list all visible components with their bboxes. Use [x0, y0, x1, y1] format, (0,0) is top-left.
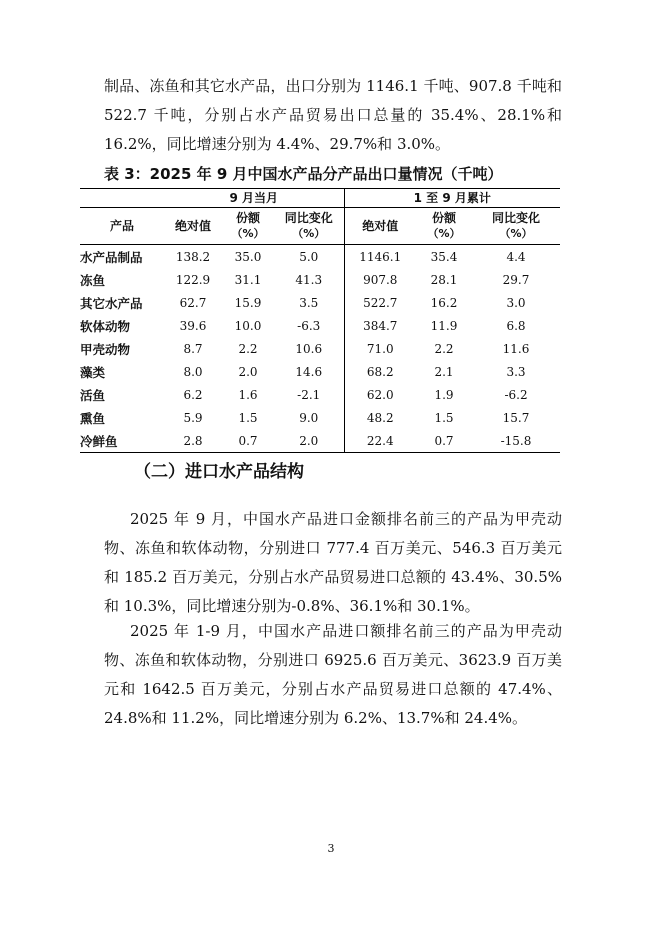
cell-month-abs: 39.6: [179, 318, 207, 333]
header-month-share-unit: （%）: [231, 227, 265, 240]
header-ytd-yoy: [472, 208, 560, 245]
header-ytd-share: [416, 208, 472, 245]
cell-product: 甲壳动物: [80, 341, 131, 357]
export-table: [80, 188, 560, 453]
cell-ytd-yoy: 3.3: [506, 364, 526, 379]
header-month-yoy-label: 同比变化: [284, 211, 333, 225]
header-ytd-abs: 绝对值: [344, 208, 416, 245]
header-empty: [80, 189, 164, 208]
cell-month-share: 31.1: [234, 272, 262, 287]
paragraph-export-summary: 制品、冻鱼和其它水产品，出口分别为 1146.1 千吨、907.8 千吨和 522.7 千吨，分别占水产品贸易出口总量的 35.4%、28.1%和 16.2%，同比增速分别为 4.4%、29.7%和 3.0%。: [104, 77, 562, 153]
header-month-yoy: [274, 208, 344, 245]
cell-ytd-yoy: 15.7: [502, 410, 530, 425]
cell-ytd-abs: 384.7: [363, 318, 398, 333]
cell-ytd-abs: 1146.1: [359, 249, 402, 264]
table-row: [80, 245, 560, 269]
cell-ytd-share: 2.2: [434, 341, 454, 356]
header-ytd-yoy-label: 同比变化: [492, 211, 541, 225]
cell-month-yoy: 9.0: [274, 406, 344, 429]
cell-ytd-share: 11.9: [430, 318, 458, 333]
cell-ytd-share: 2.1: [434, 364, 454, 379]
cell-month-yoy: 5.0: [274, 245, 344, 269]
table-row: [80, 268, 560, 291]
cell-month-abs: 62.7: [179, 295, 207, 310]
cell-product: 冷鲜鱼: [80, 429, 164, 453]
header-group-ytd: 1 至 9 月累计: [344, 189, 560, 208]
cell-ytd-abs: 22.4: [344, 429, 416, 453]
table-row: [80, 314, 560, 337]
cell-month-abs: 8.7: [183, 341, 203, 356]
cell-ytd-yoy: 29.7: [502, 272, 530, 287]
cell-month-yoy: -6.3: [274, 314, 344, 337]
header-ytd-share-label: 份额: [431, 211, 456, 225]
cell-month-share: 0.7: [222, 429, 274, 453]
header-product: 产品: [80, 208, 164, 245]
cell-month-abs: 8.0: [183, 364, 203, 379]
table-row: [80, 406, 560, 429]
cell-ytd-abs: 62.0: [366, 387, 394, 402]
page-number: 3: [327, 842, 335, 855]
cell-product: 藻类: [80, 364, 106, 380]
paragraph-import-september: 2025 年 9 月，中国水产品进口金额排名前三的产品为甲壳动物、冻鱼和软体动物，分别进口 777.4 百万美元、546.3 百万美元和 185.2 百万美元，分别占水产品贸易进口总额的 43.4%、30.5%和 10.3%，同比增速分别为-0.8%、36.1%和 30.1%。: [104, 510, 562, 615]
cell-ytd-share: 1.9: [434, 387, 454, 402]
header-month-yoy-unit: （%）: [292, 227, 326, 240]
header-group-month: 9 月当月: [164, 189, 344, 208]
cell-month-abs: 138.2: [175, 249, 211, 264]
header-month-share-label: 份额: [235, 211, 260, 225]
paragraph-import-ytd: 2025 年 1-9 月，中国水产品进口额排名前三的产品为甲壳动物、冻鱼和软体动物，分别进口 6925.6 百万美元、3623.9 百万美元和 1642.5 百万美元，分别占水产品贸易进口总额的 47.4%、24.8%和 11.2%，同比增速分别为 6.2%、13.7%和 24.4%。: [104, 622, 562, 727]
cell-product: 其它水产品: [80, 295, 143, 311]
cell-ytd-yoy: -6.2: [504, 387, 528, 402]
cell-month-abs: 2.8: [164, 429, 222, 453]
cell-ytd-abs: 522.7: [363, 295, 398, 310]
table-row: [80, 291, 560, 314]
cell-ytd-abs: 48.2: [366, 410, 394, 425]
cell-month-abs: 6.2: [183, 387, 203, 402]
cell-month-share: 10.0: [234, 318, 262, 333]
header-month-abs: 绝对值: [164, 208, 222, 245]
cell-month-share: 35.0: [234, 249, 262, 264]
cell-ytd-yoy: 4.4: [506, 249, 526, 264]
cell-ytd-abs: 907.8: [363, 272, 398, 287]
cell-month-share: 2.2: [238, 341, 258, 356]
cell-product: 软体动物: [80, 318, 131, 334]
table-caption: 表 3：2025 年 9 月中国水产品分产品出口量情况（千吨）: [104, 165, 503, 183]
cell-month-yoy: -2.1: [274, 383, 344, 406]
table-row: [80, 383, 560, 406]
header-month-share: [222, 208, 274, 245]
cell-month-share: 1.5: [238, 410, 258, 425]
cell-ytd-yoy: 6.8: [506, 318, 526, 333]
cell-ytd-yoy: 3.0: [506, 295, 526, 310]
table-row: [80, 429, 560, 453]
cell-month-share: 2.0: [238, 364, 258, 379]
cell-ytd-yoy: -15.8: [472, 429, 560, 453]
cell-month-abs: 122.9: [175, 272, 211, 287]
cell-month-yoy: 2.0: [274, 429, 344, 453]
cell-month-share: 1.6: [238, 387, 258, 402]
cell-product: 冻鱼: [80, 272, 106, 288]
cell-ytd-abs: 68.2: [366, 364, 394, 379]
header-ytd-yoy-unit: （%）: [499, 227, 533, 240]
cell-product: 熏鱼: [80, 410, 106, 426]
cell-month-yoy: 41.3: [274, 268, 344, 291]
cell-product: 活鱼: [80, 387, 106, 403]
section-heading: （二）进口水产品结构: [134, 462, 304, 482]
cell-month-yoy: 3.5: [274, 291, 344, 314]
cell-month-share: 15.9: [234, 295, 262, 310]
cell-ytd-share: 28.1: [430, 272, 458, 287]
cell-month-yoy: 10.6: [274, 337, 344, 360]
cell-ytd-share: 1.5: [434, 410, 454, 425]
cell-ytd-share: 16.2: [430, 295, 458, 310]
cell-month-yoy: 14.6: [274, 360, 344, 383]
cell-product: 水产品制品: [80, 249, 143, 265]
cell-ytd-share: 0.7: [416, 429, 472, 453]
table-row: [80, 360, 560, 383]
header-ytd-share-unit: （%）: [427, 227, 461, 240]
cell-ytd-share: 35.4: [430, 249, 458, 264]
cell-ytd-abs: 71.0: [366, 341, 394, 356]
cell-ytd-yoy: 11.6: [502, 341, 530, 356]
cell-month-abs: 5.9: [183, 410, 203, 425]
table-row: [80, 337, 560, 360]
